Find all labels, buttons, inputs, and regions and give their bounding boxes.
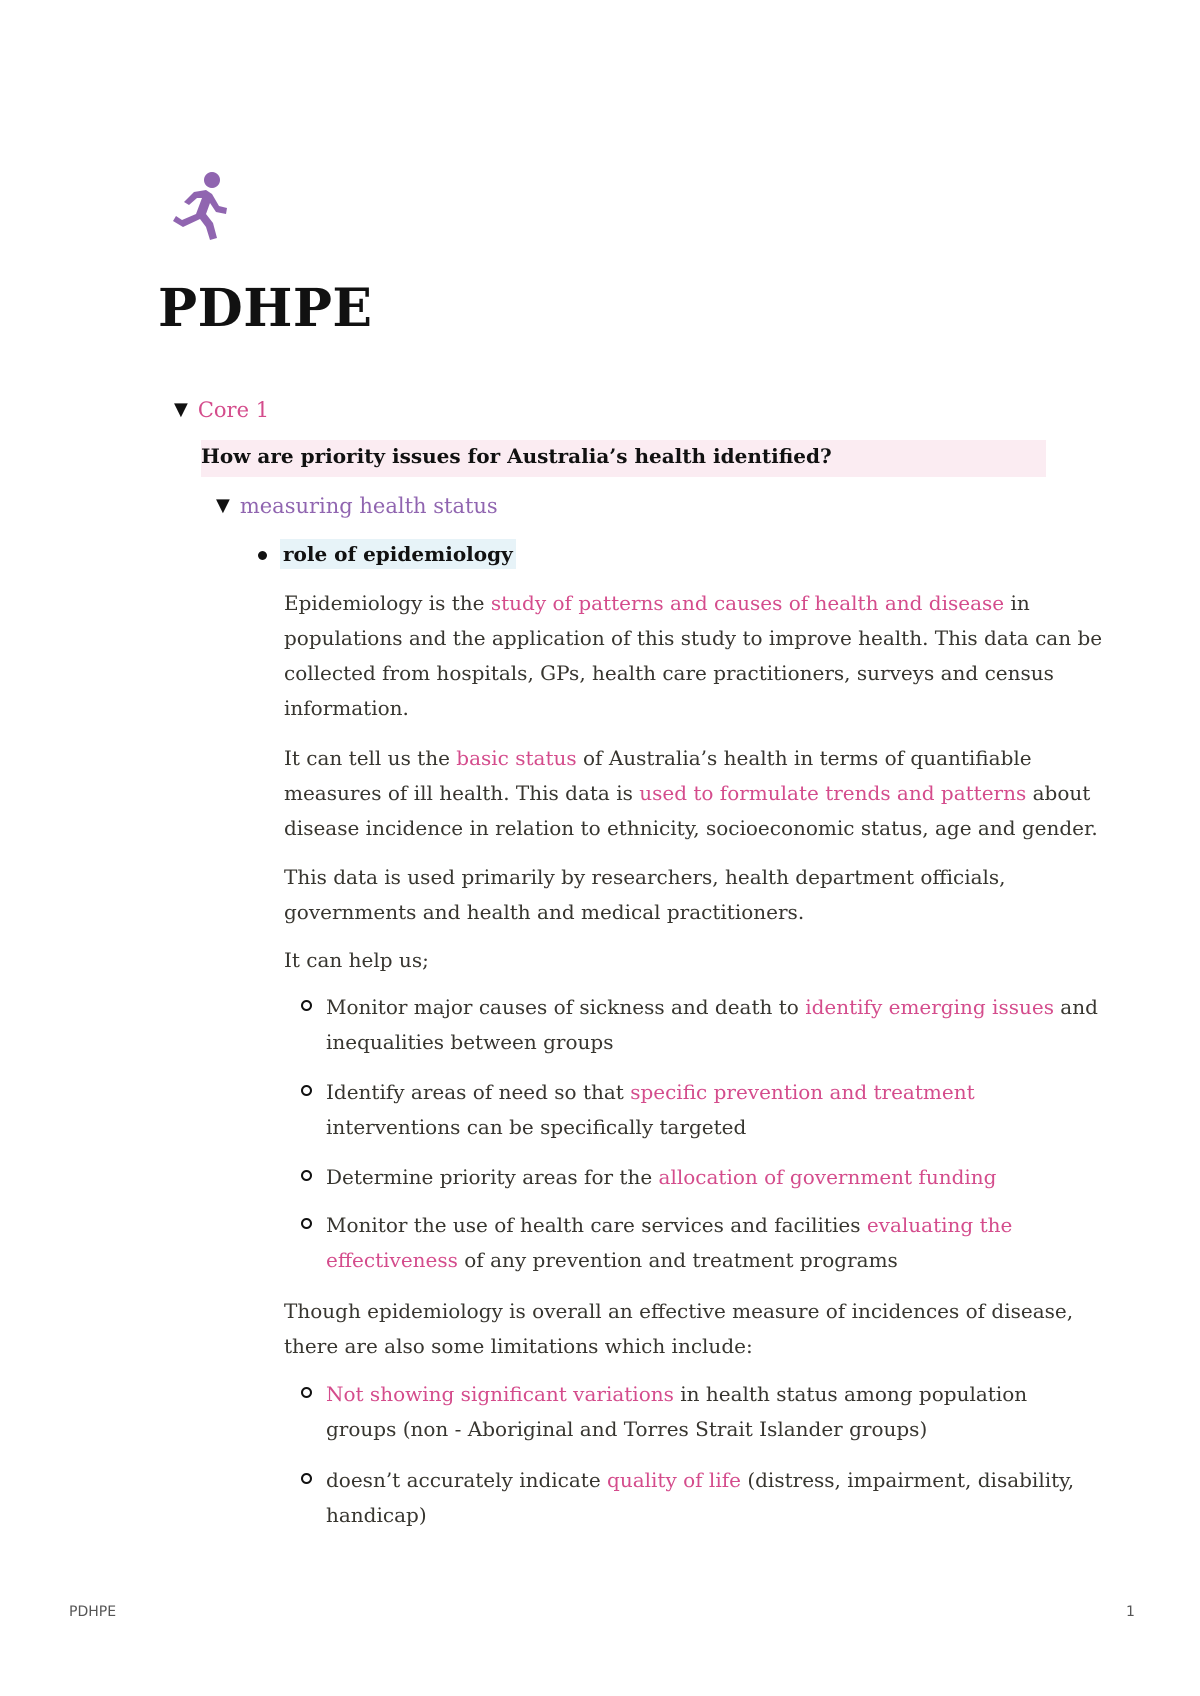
paragraph: Epidemiology is the study of patterns and causes of health and disease in populations and the application of this study to improve health. This data can be collected from hospitals, GPs, health care practitioners, surveys and census information. (284, 591, 1103, 720)
list-item: Monitor the use of health care services and facilities evaluating the effectiveness of any prevention and treatment programs (326, 1213, 1013, 1272)
bullet-ring-icon (301, 1387, 312, 1398)
paragraph: Though epidemiology is overall an effective measure of incidences of disease, there are also some limitations which include: (284, 1299, 1074, 1358)
footer-title: PDHPE (69, 1604, 117, 1620)
bullet-ring-icon (301, 1170, 312, 1181)
bullet-icon (258, 551, 267, 560)
toggle-core-1[interactable] (174, 398, 269, 422)
list-item: Monitor major causes of sickness and death to identify emerging issues and inequalities between groups (326, 995, 1098, 1054)
section-heading: role of epidemiology (280, 539, 516, 569)
list-item: Identify areas of need so that specific prevention and treatment interventions can be specifically targeted (326, 1080, 975, 1139)
paragraph: It can tell us the basic status of Australia’s health in terms of quantifiable measures of ill health. This data is used to formulate trends and patterns about disease incidence in relation to ethnicity, socioeconomic status, age and gender. (284, 746, 1098, 840)
toggle-measuring-health-status[interactable] (216, 494, 498, 518)
list-item: Determine priority areas for the allocation of government funding (326, 1165, 997, 1189)
page-number: 1 (1126, 1604, 1135, 1620)
list-item: Not showing significant variations in health status among population groups (non - Aboriginal and Torres Strait Islander groups) (326, 1382, 1028, 1441)
bullet-ring-icon (301, 1000, 312, 1011)
toggle-triangle-icon[interactable]: ▼ (174, 399, 188, 420)
question-heading: How are priority issues for Australia’s health identified? (201, 444, 832, 468)
list-item: doesn’t accurately indicate quality of life (distress, impairment, disability, handicap) (326, 1468, 1075, 1527)
running-person-icon (168, 170, 232, 242)
toggle-label: measuring health status (239, 494, 498, 518)
toggle-triangle-icon[interactable]: ▼ (216, 495, 230, 516)
paragraph: It can help us; (284, 948, 429, 972)
toggle-label: Core 1 (197, 398, 270, 422)
bullet-ring-icon (301, 1085, 312, 1096)
bullet-ring-icon (301, 1473, 312, 1484)
page-title: PDHPE (158, 278, 373, 339)
bullet-ring-icon (301, 1218, 312, 1229)
paragraph: This data is used primarily by researchers, health department officials, governments and health and medical practitioners. (284, 865, 1006, 924)
